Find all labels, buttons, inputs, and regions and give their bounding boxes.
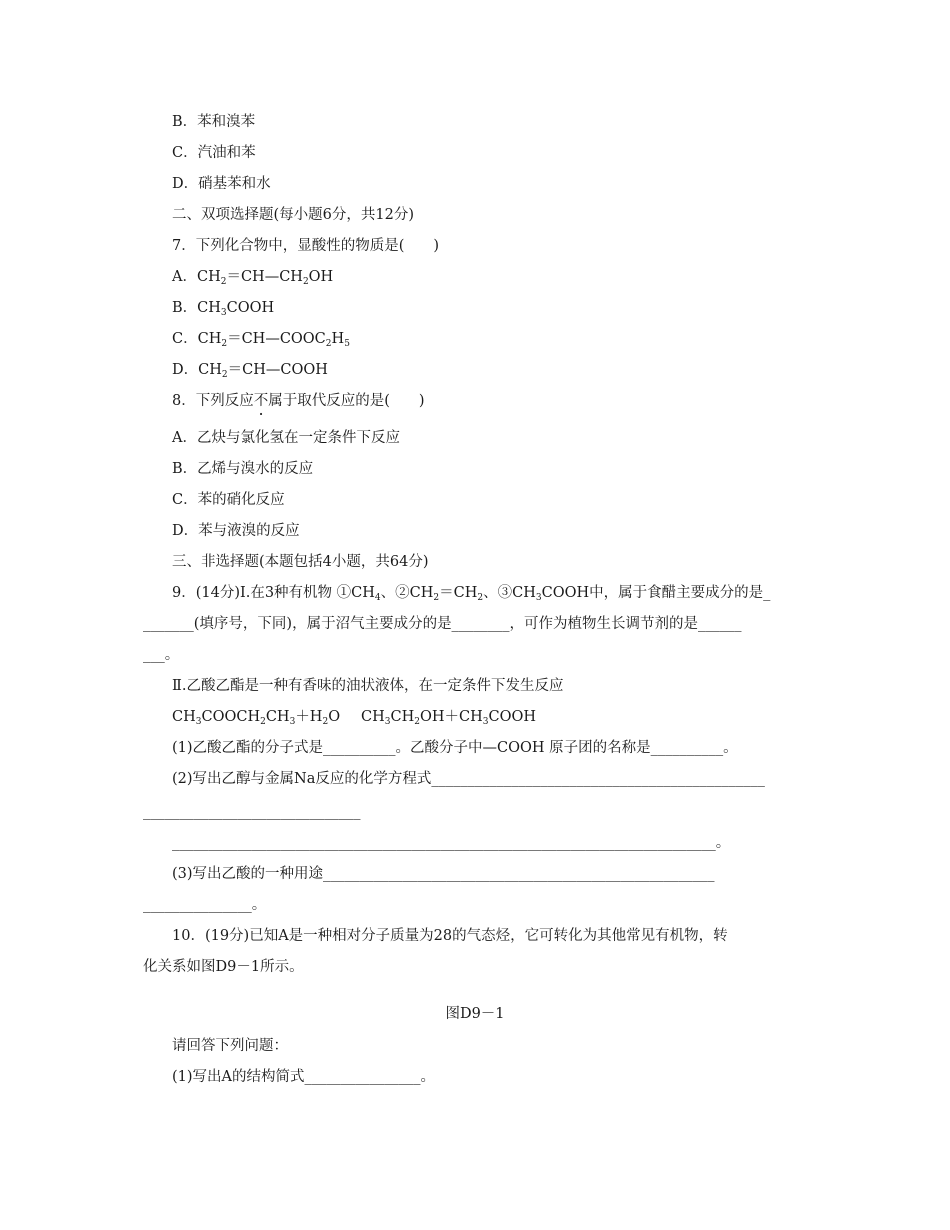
- option-c-q7: C．$CH_2=CH—COOC_2H_5$: [172, 331, 350, 349]
- question-9-sub-2-line-2: ______________________________: [143, 804, 361, 820]
- option-c-q6: C．汽油和苯: [172, 145, 256, 161]
- option-d-q7: D．$CH_2=CH—COOH$: [172, 362, 328, 380]
- section-3-heading: 三、非选择题(本题包括4小题，共64分): [172, 554, 429, 570]
- question-9-sub-2-line-3: ___________________________________________________________________________。: [172, 835, 731, 851]
- question-10-sub-1: (1)写出A的结构简式________________。: [172, 1069, 436, 1085]
- question-10-line-1: 10．(19分)已知A是一种相对分子质量为28的气态烃，它可转化为其他常见有机物，转: [172, 928, 728, 944]
- emphasis-dot: 不: [253, 393, 269, 409]
- figure-caption: 图D9－1: [445, 1006, 505, 1022]
- question-9-sub-2-line-1: (2)写出乙醇与金属Na反应的化学方程式______________________________________________: [172, 771, 765, 787]
- reaction-left: $CH_3COOCH_2CH_3+H_2O$: [172, 709, 341, 727]
- question-9-sub-3-line-2: _______________。: [143, 897, 267, 913]
- option-c-q8: C．苯的硝化反应: [172, 492, 285, 508]
- question-9-sub-1: (1)乙酸乙酯的分子式是__________。乙酸分子中—COOH 原子团的名称是__________。: [172, 740, 738, 756]
- option-d-q8: D．苯与液溴的反应: [172, 523, 300, 539]
- question-8: 8．下列反应不属于取代反应的是( ): [172, 393, 425, 409]
- question-9-sub-3-line-1: (3)写出乙酸的一种用途______________________________________________________: [172, 866, 715, 882]
- option-b-q6: B．苯和溴苯: [172, 114, 256, 130]
- reaction-right: $CH_3CH_2OH+CH_3COOH$: [361, 709, 536, 727]
- option-b-q8: B．乙烯与溴水的反应: [172, 461, 314, 477]
- question-7: 7．下列化合物中，显酸性的物质是( ): [172, 238, 440, 254]
- option-d-q6: D．硝基苯和水: [172, 176, 271, 192]
- question-10-line-2: 化关系如图D9－1所示。: [143, 959, 304, 975]
- question-9-line-3: ___。: [143, 647, 180, 663]
- question-9-part-ii: Ⅱ.乙酸乙酯是一种有香味的油状液体，在一定条件下发生反应: [172, 678, 564, 694]
- option-a-q7: A．$CH_2=CH—CH_2OH$: [172, 269, 334, 287]
- option-b-q7: B．$CH_3COOH$: [172, 300, 275, 318]
- section-2-heading: 二、双项选择题(每小题6分，共12分): [172, 207, 414, 223]
- option-a-q8: A．乙炔与氯化氢在一定条件下反应: [172, 430, 400, 446]
- question-prompt: 请回答下列问题：: [172, 1038, 288, 1054]
- question-9-line-2: _______(填序号，下同)，属于沼气主要成分的是________，可作为植物生长调节剂的是______: [143, 616, 742, 632]
- question-9-line-1: 9．(14分)Ⅰ.在3种有机物 $①CH_4$、$②CH_2=CH_2$、$③CH_3COOH$中，属于食醋主要成分的是_: [172, 585, 771, 603]
